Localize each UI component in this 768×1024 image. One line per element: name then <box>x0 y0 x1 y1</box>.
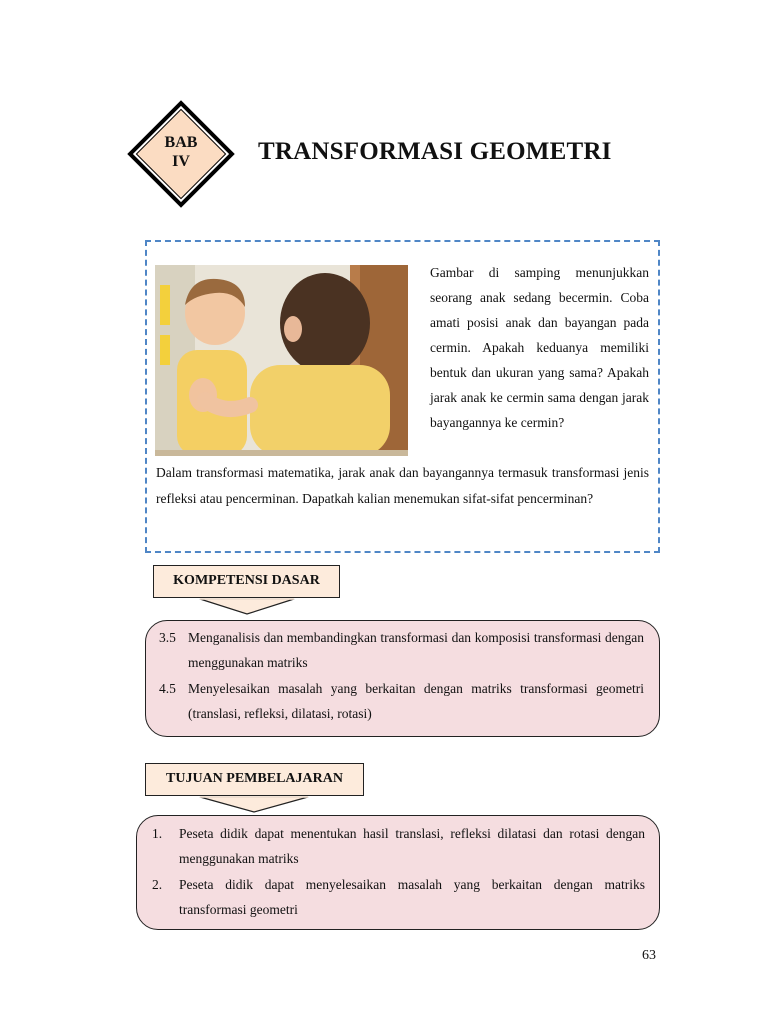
tujuan-item: 2. Peseta didik dapat menyelesaikan masalah yang berkaitan dengan matriks transformasi geometri <box>152 877 645 917</box>
intro-side-text: Gambar di samping menunjukkan seorang anak sedang becermin. Coba amati posisi anak dan bayangan pada cermin. Apakah keduanya memiliki bentuk dan ukuran yang sama? Apakah jarak anak ke cermin sama dengan jarak bayangannya ke cermin? <box>430 265 649 430</box>
mirror-photo <box>155 265 408 456</box>
tujuan-arrow <box>199 796 309 813</box>
chapter-title: TRANSFORMASI GEOMETRI <box>258 138 612 165</box>
kompetensi-header: KOMPETENSI DASAR <box>153 565 340 598</box>
chapter-badge <box>123 99 239 209</box>
tujuan-item: 1. Peseta didik dapat menentukan hasil translasi, refleksi dilatasi dan rotasi dengan menggunakan matriks <box>152 826 645 866</box>
intro-bottom-text: Dalam transformasi matematika, jarak anak dan bayangannya termasuk transformasi jenis refleksi atau pencerminan. Dapatkah kalian menemukan sifat-sifat pencerminan? <box>156 465 649 506</box>
tujuan-header: TUJUAN PEMBELAJARAN <box>145 763 364 796</box>
kompetensi-arrow <box>199 598 295 615</box>
chapter-label: BAB IV <box>164 134 198 170</box>
kompetensi-item: 3.5 Menganalisis dan membandingkan transformasi dan komposisi transformasi dengan menggunakan matriks <box>159 630 644 670</box>
kompetensi-item: 4.5 Menyelesaikan masalah yang berkaitan dengan matriks transformasi geometri (translasi, refleksi, dilatasi, rotasi) <box>159 681 644 721</box>
page-number: 63 <box>642 948 656 963</box>
